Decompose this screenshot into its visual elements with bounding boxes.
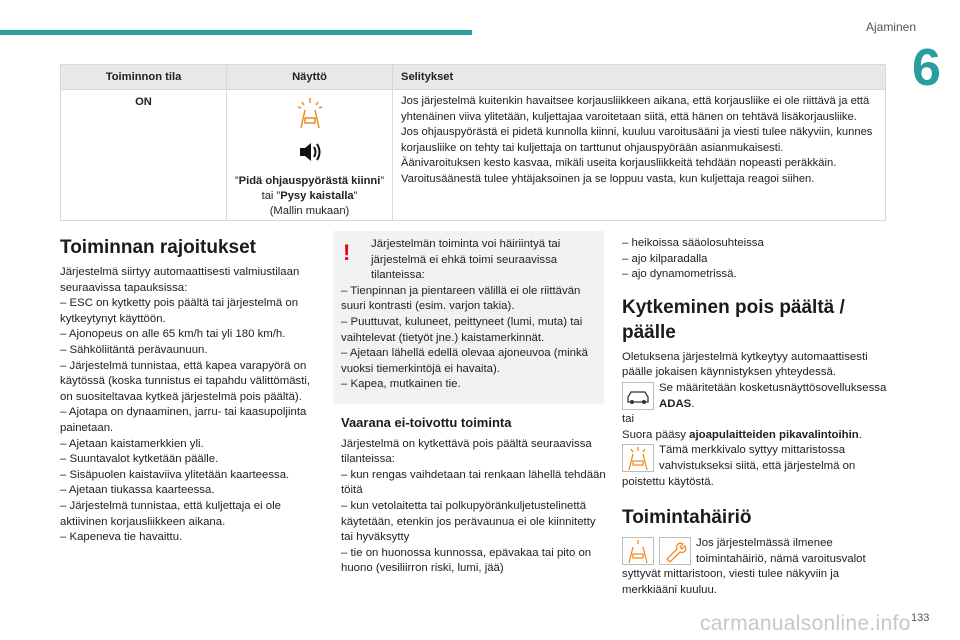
list-item: – Ajetaan lähellä edellä olevaa ajoneuvoa (minkä vuoksi tiemerkintöjä ei havaita). (341, 347, 588, 375)
section-title: Ajaminen (865, 20, 916, 34)
list-item: – Ajetaan kaistamerkkien yli. (60, 437, 204, 450)
list-item: – Järjestelmä tunnistaa, että kuljettaja ei ole aktiivinen korjausliikkeen aikana. (60, 499, 281, 528)
list-item: – Sisäpuolen kaistaviiva ylitetään kaarteessa. (60, 468, 290, 481)
limitations-title: Toiminnan rajoitukset (60, 237, 257, 258)
explanation-paragraph: Äänivaroituksen kesto kasvaa, mikäli useita korjausliikkeitä tehdään nopeasti peräkkäin. Varoitusäänestä tulee yhtäjaksoinen ja se loppuu vasta, kun kuljettaja reagoi siihen. (401, 157, 837, 185)
fault-text: Jos järjestelmässä ilmenee toimintahäiriö, nämä varoitusvalot syttyvät mittaristoon, viesti tulee näkyviin ja merkkiääni kuuluu. (622, 537, 866, 596)
display-connector: ” tai ” (261, 175, 385, 202)
display-quote: ” (353, 190, 358, 202)
explanation-cell (393, 90, 886, 221)
list-item: – Järjestelmä tunnistaa, että kapea varapyörä on käytössä (koska tunnistus ei tapahdu välittömästi, on suositeltavaa kytkeä järjestelmä pois päältä). (60, 359, 311, 403)
display-model-note: (Mallin mukaan) (269, 205, 350, 217)
table-row (61, 90, 886, 221)
list-item: – Ajetaan tiukassa kaarteessa. (60, 484, 215, 497)
speaker-icon (297, 139, 323, 165)
list-item: – Puuttuvat, kuluneet, peittyneet (lumi, muta) tai vaihtelevat (tietyöt jne.) kaistamerkinnät. (341, 315, 583, 344)
list-item: – Kapeneva tie havaittu. (60, 531, 183, 544)
wrench-icon (659, 537, 691, 565)
lane-fault-icon (622, 537, 654, 565)
warning-box (333, 231, 604, 404)
shortcut-label: ajoapulaitteiden pikavalintoihin (689, 428, 859, 441)
lane-warning-orange-icon (293, 96, 327, 130)
col-header-state: Toiminnon tila (61, 65, 227, 90)
car-settings-icon (622, 382, 654, 410)
table-header-row (61, 65, 886, 90)
fault-section-title: Toimintahäiriö (622, 507, 752, 529)
explanation-paragraph: Jos järjestelmä kuitenkin havaitsee korjausliikkeen aikana, että korjausliike ei ole riittävä ja että yhtenäinen viiva ylitetään, kuljettajaa varoitetaan siitä, että hänen on tehtävä lisäkorjausliike. (401, 95, 870, 123)
page-number: 133 (911, 612, 930, 624)
col-header-display: Näyttö (227, 65, 393, 90)
list-item: – Ajonopeus on alle 65 km/h tai yli 180 km/h. (60, 328, 286, 341)
display-cell (227, 90, 393, 221)
right-column (622, 236, 888, 599)
settings-text-end: . (691, 397, 695, 410)
list-item: – ajo dynamometrissä. (622, 268, 737, 281)
list-item: – heikoissa sääolosuhteissa (622, 237, 764, 249)
toggle-section-title: Kytkeminen pois päältä / päälle (622, 296, 845, 343)
lane-off-icon (622, 444, 654, 472)
list-item: – Ajotapa on dynaaminen, jarru- tai kaasupoljinta painetaan. (60, 406, 307, 434)
unwanted-operation-title: Vaarana ei-toivottu toiminta (341, 415, 512, 430)
list-item: – Sähköliitäntä perävaunuun. (60, 343, 208, 356)
warning-icon: ! (343, 240, 351, 265)
display-message-hold-wheel: Pidä ohjauspyörästä kiinni (238, 175, 381, 187)
chapter-number: 6 (893, 37, 960, 99)
toggle-intro: Oletuksena järjestelmä kytkeytyy automaattisesti päälle jokaisen käynnistyksen yhteydessä. (622, 350, 868, 379)
warning-intro: Järjestelmän toiminta voi häiriintyä tai järjestelmä ei ehkä toimi seuraavissa tilanteissa: (371, 238, 561, 282)
explanation-paragraph: Jos ohjauspyörästä ei pidetä kunnolla kiinni, kuuluu varoitusääni ja viesti tulee näkyviin, kunnes korjausliike on tehty tai kuljettaja on tarttunut ohjauspyörään asianmukaisesti. (401, 126, 873, 154)
list-item: – Kapea, mutkainen tie. (341, 378, 461, 391)
shortcut-text-end: . (858, 428, 862, 441)
display-quote: ” (234, 175, 239, 187)
shortcut-text: Suora pääsy (622, 428, 690, 441)
list-item: – tie on huonossa kunnossa, epävakaa tai pito on huono (vesiliirron riski, lumi, jää) (341, 546, 592, 575)
unwanted-operation-intro: Järjestelmä on kytkettävä pois päältä seuraavissa tilanteissa: (341, 437, 592, 466)
col-header-explanation: Selitykset (393, 65, 886, 90)
list-item: – Tienpinnan ja pientareen välillä ei ole riittävän suuri kontrasti (esim. varjon takia). (341, 284, 581, 313)
status-table (60, 64, 886, 221)
list-item: – kun rengas vaihdetaan tai renkaan lähellä tehdään töitä (341, 468, 606, 497)
list-item: – ajo kilparadalla (622, 252, 708, 265)
state-cell: ON (61, 90, 227, 221)
limitations-intro: Järjestelmä siirtyy automaattisesti valmiustilaan seuraavissa tapauksissa: (60, 266, 300, 294)
header-accent-bar (0, 30, 472, 35)
list-item: – kun vetolaitetta tai polkupyöränkuljetustelinettä käytetään, etenkin jos perävaunua ei ole kiinnitetty tai hyväksytty (341, 499, 596, 544)
list-item: – Suuntavalot kytketään päälle. (60, 453, 219, 466)
settings-text: Se määritetään kosketusnäyttösovelluksessa (659, 381, 887, 394)
limitations-column (60, 236, 322, 546)
or-text: tai (622, 413, 635, 426)
indicator-text: Tämä merkkivalo syttyy mittaristossa vahvistukseksi siitä, että järjestelmä on poistettu käytöstä. (622, 444, 856, 488)
display-message-stay-lane: Pysy kaistalla (280, 190, 354, 202)
watermark: carmanualsonline.info (700, 612, 911, 635)
adas-label: ADAS (659, 397, 692, 410)
unwanted-operation-section (341, 415, 607, 577)
list-item: – ESC on kytketty pois päältä tai järjestelmä on kytkeytynyt käyttöön. (60, 297, 299, 325)
